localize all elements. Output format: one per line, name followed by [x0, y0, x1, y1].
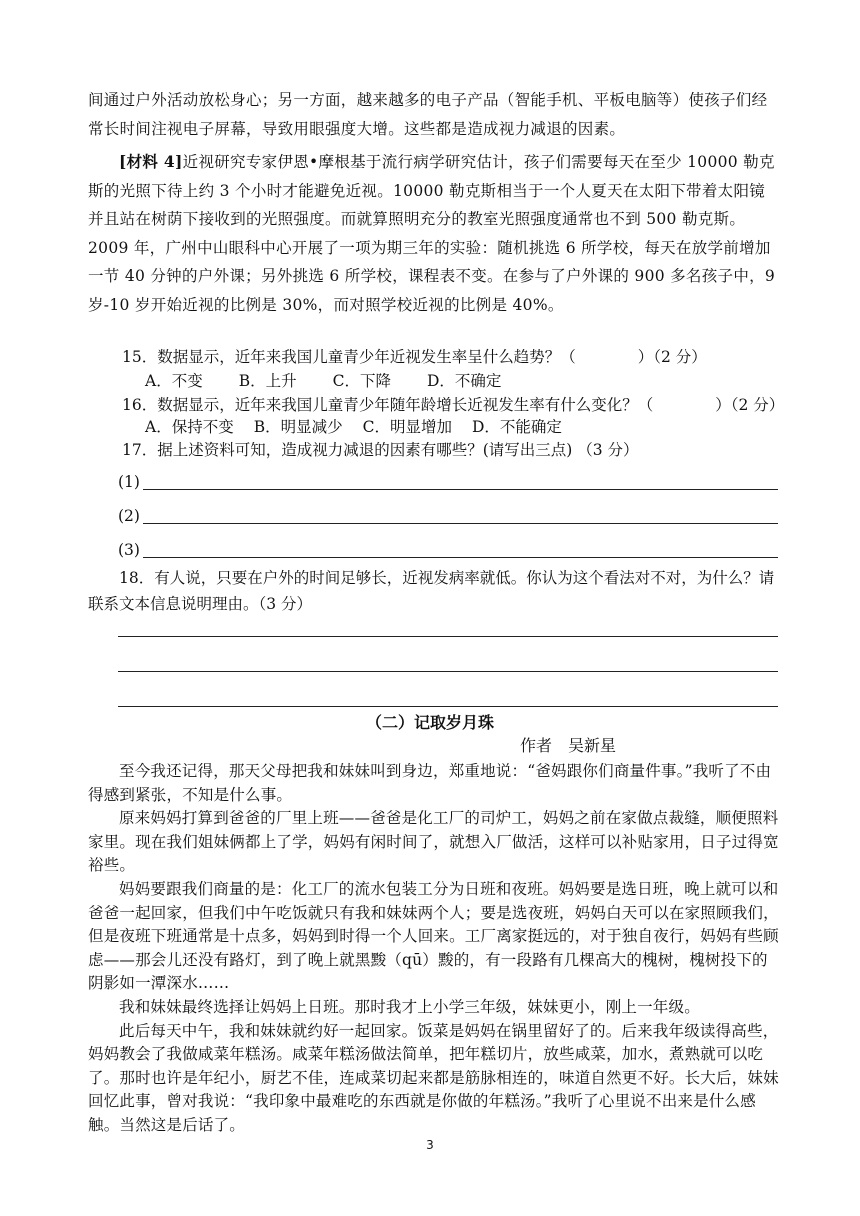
question-16: 16．数据显示，近年来我国儿童青少年随年龄增长近视发生率有什么变化？（ ）（2 分）: [122, 396, 785, 414]
q15-option-c: C．下降: [332, 372, 391, 390]
material-4-paragraph: [88, 148, 780, 319]
question-15: 15．数据显示，近年来我国儿童青少年近视发生率呈什么趋势？（ ）（2 分）: [122, 348, 707, 366]
material-3-continuation: 间通过户外活动放松身心；另一方面，越来越多的电子产品（智能手机、平板电脑等）使孩子们经常长时间注视电子屏幕，导致用眼强度大增。这些都是造成视力减退的因素。: [88, 91, 768, 138]
answer-label-1: (1): [118, 473, 140, 491]
q15-option-a: A．不变: [145, 372, 203, 390]
story-text: [88, 760, 780, 1138]
answer-label-3: (3): [118, 541, 140, 559]
q16-option-b: B．明显减少: [253, 418, 343, 436]
q18-answer-line-1[interactable]: [118, 636, 778, 637]
question-16-options: [145, 416, 598, 438]
section-title: （二）记取岁月珠: [365, 713, 494, 732]
answer-line-2[interactable]: [143, 523, 778, 524]
story-paragraph: 至今我还记得，那天父母把我和妹妹叫到身边，郑重地说：“爸妈跟你们商量件事。”我听了不由得感到紧张，不知是什么事。: [88, 762, 772, 804]
q16-option-a: A．保持不变: [145, 418, 234, 436]
story-paragraph: 原来妈妈打算到爸爸的厂里上班——爸爸是化工厂的司炉工，妈妈之前在家做点裁缝，顺便照料家里。现在我们姐妹俩都上了学，妈妈有闲时间了，就想入厂做活，这样可以补贴家用，日子过得宽裕些。: [88, 809, 779, 875]
section-author: 作者 吴新星: [520, 736, 617, 755]
story-paragraph: 妈妈要跟我们商量的是：化工厂的流水包装工分为日班和夜班。妈妈要是选日班，晚上就可以和爸爸一起回家，但我们中午吃饭就只有我和妹妹两个人；要是选夜班，妈妈白天可以在家照顾我们，但是夜班下班通常是十点多，妈妈到时得一个人回来。工厂离家挺远的，对于独自夜行，妈妈有些顾虑——那会儿还没有路灯，到了晚上就黑黢（qū）黢的，有一段路有几棵高大的槐树，槐树投下的阴影如一潭深水……: [88, 879, 779, 993]
q16-option-c: C．明显增加: [362, 418, 452, 436]
q15-option-b: B．上升: [238, 372, 297, 390]
story-paragraph: 此后每天中午，我和妹妹就约好一起回家。饭菜是妈妈在锅里留好了的。后来我年级读得高些，妈妈教会了我做咸菜年糕汤。咸菜年糕汤做法简单，把年糕切片，放些咸菜，加水，煮熟就可以吃了。那时也许是年纪小，厨艺不佳，连咸菜切起来都是筋脉相连的，味道自然更不好。长大后，妹妹回忆此事，曾对我说：“我印象中最难吃的东西就是你做的年糕汤。”我听了心里说不出来是什么感触。当然这是后话了。: [88, 1021, 779, 1134]
page-number: 3: [426, 1138, 434, 1152]
material-4-text: 近视研究专家伊恩•摩根基于流行病学研究估计，孩子们需要每天在至少 10000 勒克斯的光照下待上约 3 个小时才能避免近视。10000 勒克斯相当于一个人夏天在太阳下带着太阳镜并且站在树荫下接收到的光照强度。而就算照明充分的教室光照强度通常也不到 500 勒克斯。2009 年，广州中山眼科中心开展了一项为期三年的实验：随机挑选 6 所学校，每天在放学前增加一节 40 分钟的户外课；另外挑选 6 所学校，课程表不变。在参与了户外课的 900 多名孩子中，9 岁-10 岁开始近视的比例是 30%，而对照学校近视的比例是 40%。: [88, 153, 776, 314]
material-4-label: [材料 4]: [119, 152, 183, 171]
answer-line-1[interactable]: [143, 489, 778, 490]
q16-option-d: D．不能确定: [471, 418, 562, 436]
q18-answer-line-2[interactable]: [118, 671, 778, 672]
question-18: 18．有人说，只要在户外的时间足够长，近视发病率就低。你认为这个看法对不对，为什么？请联系文本信息说明理由。（3 分）: [88, 569, 775, 613]
question-17: 17．据上述资料可知，造成视力减退的因素有哪些？(请写出三点) （3 分）: [122, 441, 639, 459]
q18-answer-line-3[interactable]: [118, 706, 778, 707]
q15-option-d: D．不确定: [426, 372, 502, 390]
story-paragraph: 我和妹妹最终选择让妈妈上日班。那时我才上小学三年级，妹妹更小，刚上一年级。: [119, 997, 700, 1016]
answer-line-3[interactable]: [143, 557, 778, 558]
question-15-options: [145, 370, 537, 392]
answer-label-2: (2): [118, 507, 140, 525]
